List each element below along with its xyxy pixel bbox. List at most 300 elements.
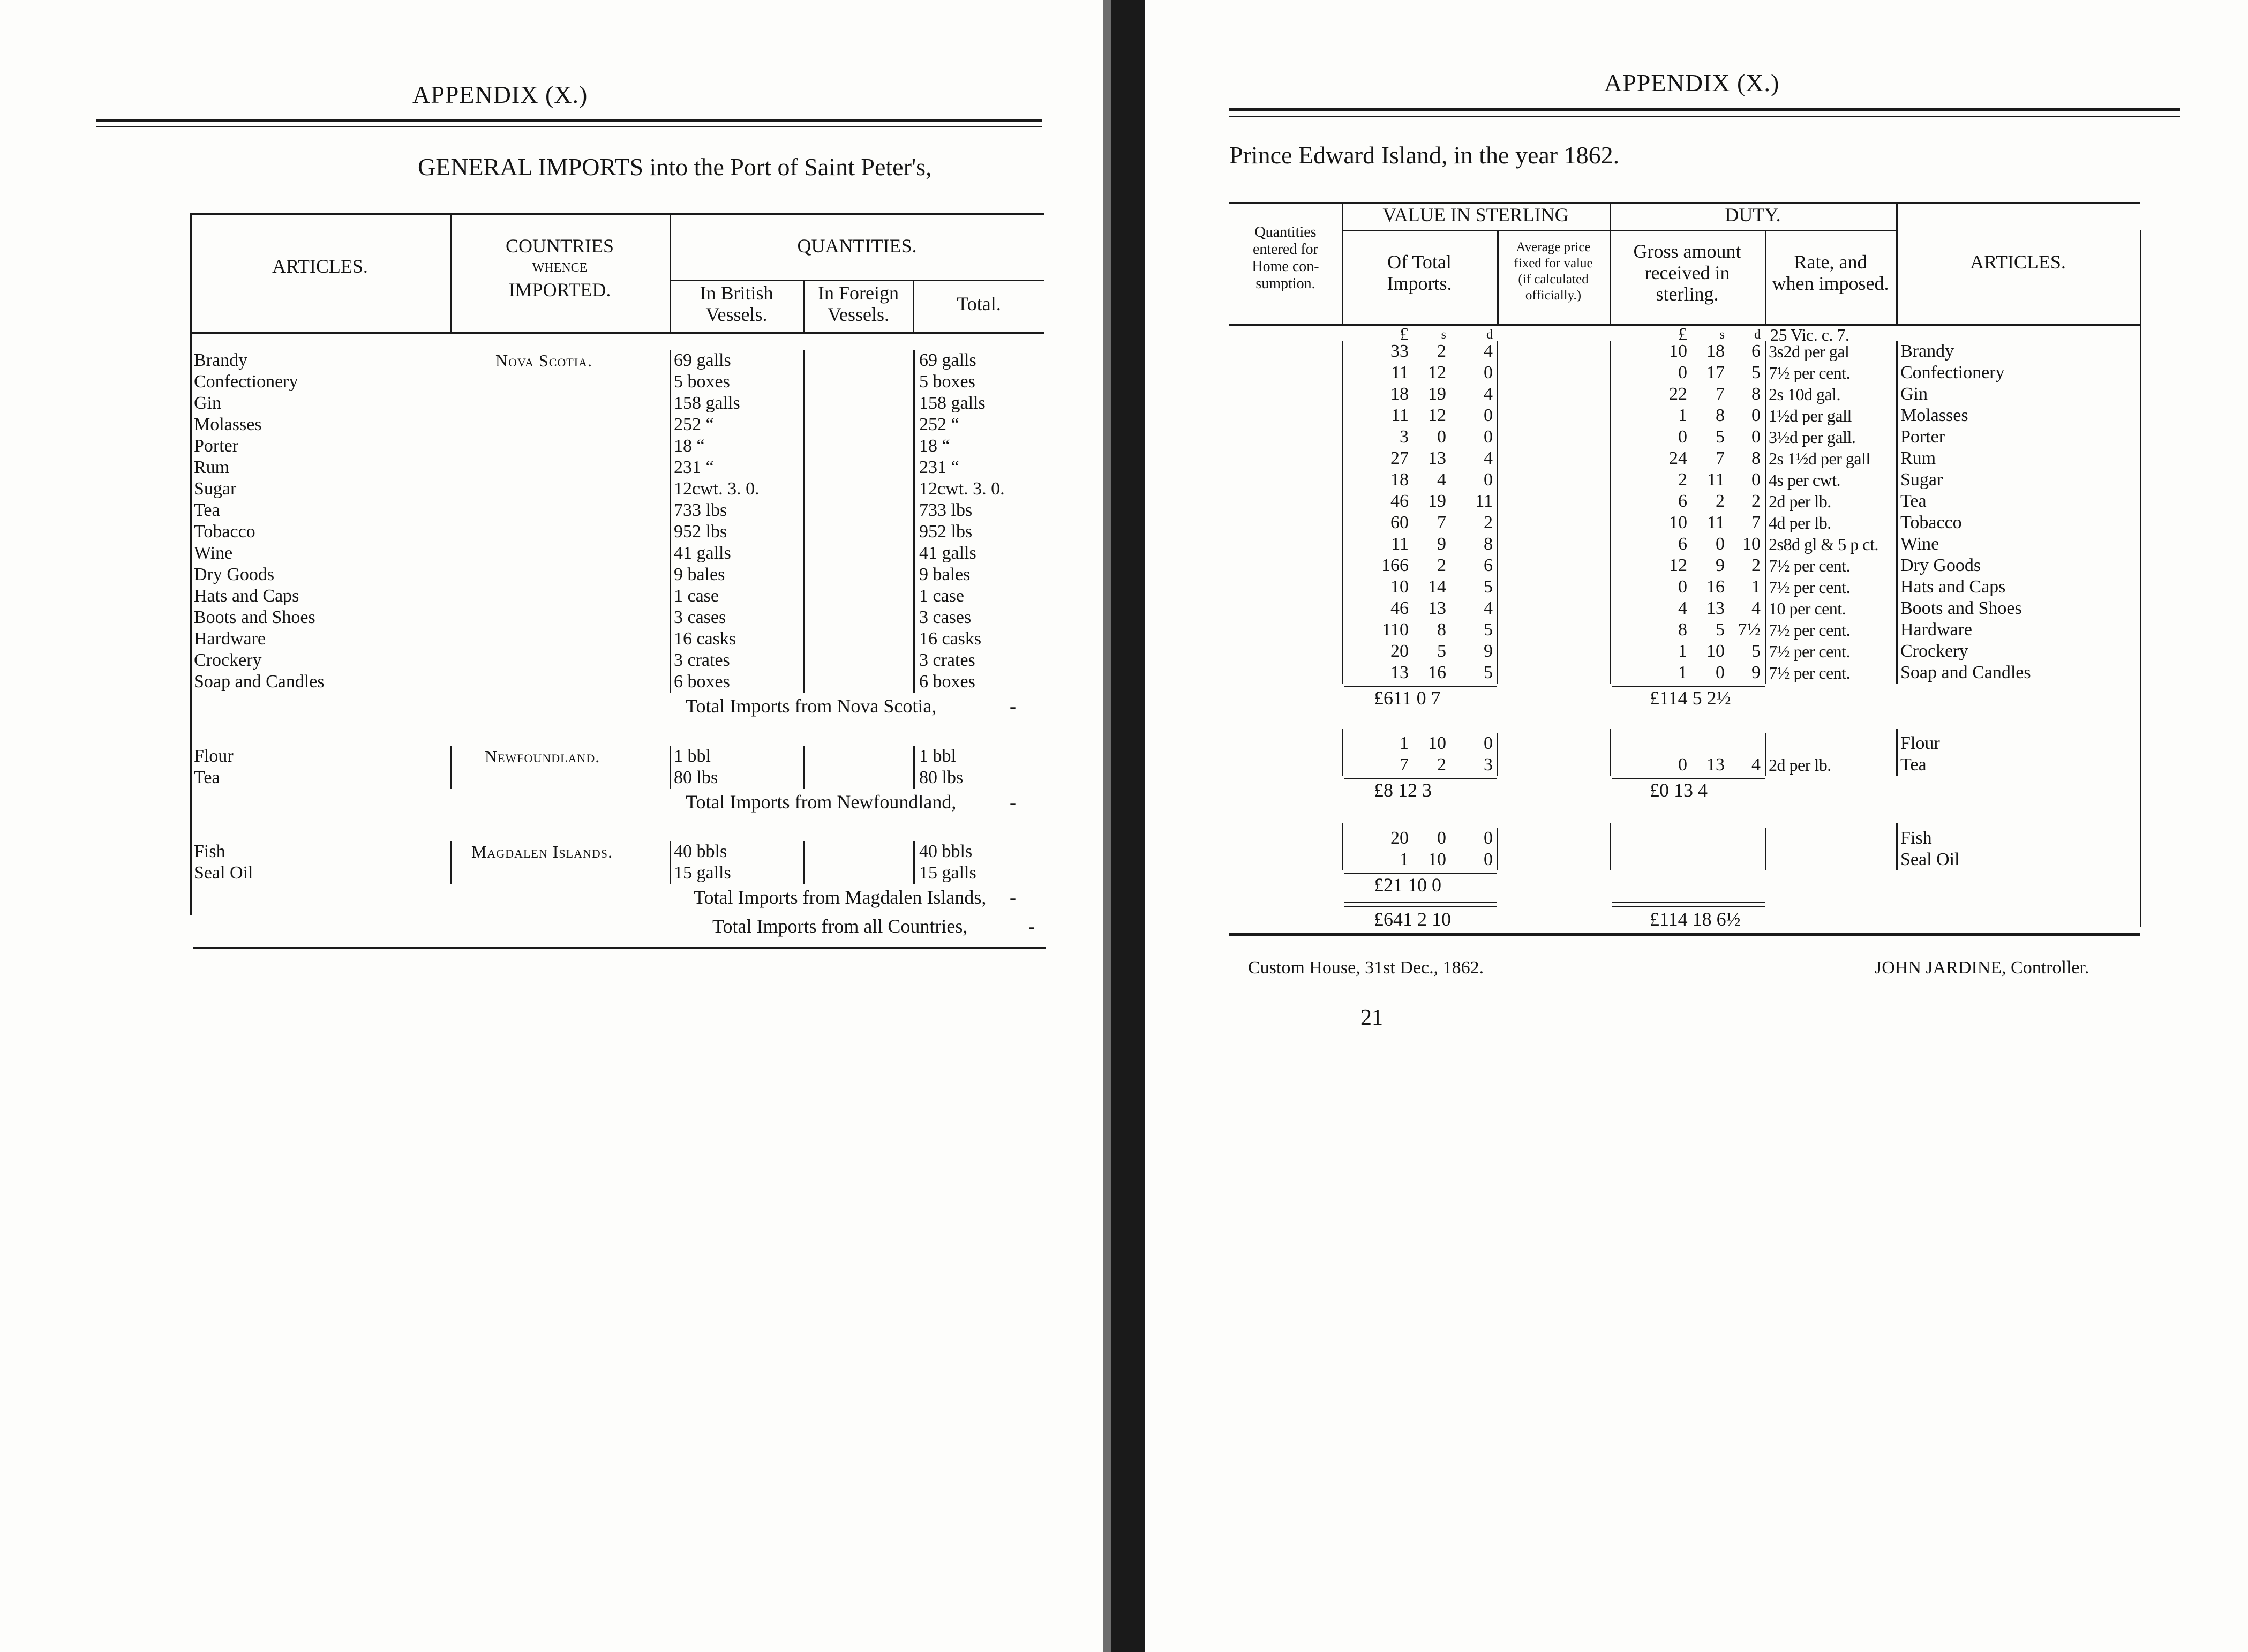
gross-pence: 4 (1751, 598, 1761, 618)
value-shillings: 2 (1437, 341, 1446, 361)
total-qty: 158 galls (919, 393, 986, 413)
article-name: Fish (194, 842, 225, 861)
gross-shillings: 7 (1716, 448, 1725, 468)
gross-subtotal: £114 5 2½ (1650, 687, 1731, 709)
gross-pence (1727, 849, 1761, 870)
value-pounds: 7 (1400, 755, 1409, 775)
group-total-label: Total Imports from Newfoundland, (686, 791, 957, 813)
articles-left-rule (1896, 729, 1898, 776)
right-running-head: APPENDIX (X.) (1604, 69, 1780, 96)
value-pence: 11 (1475, 491, 1493, 511)
duty-rate: 2d per lb. (1769, 492, 1831, 511)
left-header-foreign-1: In Foreign (818, 282, 899, 304)
article-name: Rum (194, 457, 230, 477)
left-header-countries-3: IMPORTED. (508, 279, 611, 301)
value-pence: 5 (1484, 663, 1493, 682)
right-header-gross-3: sterling. (1656, 283, 1719, 305)
gross-pounds: 0 (1678, 755, 1687, 775)
gross-pence: 0 (1751, 406, 1761, 425)
british-qty: 15 galls (674, 863, 731, 883)
gross-shillings: 18 (1706, 341, 1725, 361)
total-qty: 3 crates (919, 650, 975, 670)
left-table-bottom-rule (193, 947, 1046, 949)
gross-left-rule (1610, 341, 1611, 684)
gross-pence-symbol: d (1754, 328, 1761, 342)
gross-pence (1727, 828, 1761, 849)
gross-grand-total: £114 18 6½ (1650, 908, 1741, 930)
right-header-avg-1: Average price (1516, 240, 1591, 254)
gross-shillings: 0 (1716, 534, 1725, 554)
gross-pounds (1650, 733, 1687, 754)
duty-rate: 7½ per cent. (1769, 642, 1851, 661)
gross-pence: 0 (1751, 470, 1761, 490)
british-qty: 41 galls (674, 543, 731, 563)
value-pounds: 60 (1390, 513, 1409, 532)
left-running-head: APPENDIX (X.) (412, 81, 588, 108)
duty-rate: 3s2d per gal (1769, 342, 1849, 361)
total-qty: 40 bbls (919, 842, 973, 861)
country-rule (450, 841, 452, 884)
gross-pounds: 4 (1678, 598, 1687, 618)
total-rule (913, 350, 915, 693)
left-header-quantities: QUANTITIES. (797, 235, 917, 257)
right-header-gross-1: Gross amount (1633, 241, 1741, 262)
value-shillings: 0 (1437, 427, 1446, 447)
articles-left-rule (1896, 823, 1898, 870)
british-qty: 231 “ (674, 457, 714, 477)
total-qty: 733 lbs (919, 500, 973, 520)
value-pounds: 18 (1390, 470, 1409, 490)
value-pence: 4 (1484, 448, 1493, 468)
right-table-right-rule (2140, 230, 2141, 927)
value-pence: 0 (1484, 733, 1493, 753)
right-header-quantities-4: sumption. (1255, 275, 1315, 292)
gross-right-rule (1765, 733, 1766, 776)
foreign-rule-left (803, 746, 805, 789)
value-shillings: 4 (1437, 470, 1446, 490)
gross-pounds: 8 (1678, 620, 1687, 640)
gross-pounds: 6 (1678, 491, 1687, 511)
duty-rate: 7½ per cent. (1769, 663, 1851, 682)
right-header-duty: DUTY. (1725, 204, 1781, 226)
article-name: Dry Goods (1900, 555, 1981, 575)
article-name: Molasses (1900, 406, 1968, 425)
gross-pound-symbol: £ (1678, 325, 1687, 344)
value-shillings: 9 (1437, 534, 1446, 554)
right-header-quantities-3: Home con- (1252, 258, 1319, 275)
value-pence: 4 (1484, 341, 1493, 361)
article-name: Confectionery (1900, 363, 2005, 382)
british-qty: 158 galls (674, 393, 740, 413)
value-pounds: 11 (1391, 363, 1409, 382)
left-header-articles: ARTICLES. (272, 256, 368, 277)
duty-rate: 3½d per gall. (1769, 427, 1856, 447)
british-qty: 5 boxes (674, 372, 730, 392)
value-shillings: 2 (1437, 555, 1446, 575)
gross-pence: 8 (1751, 384, 1761, 404)
value-pounds: 33 (1390, 341, 1409, 361)
article-name: Tobacco (1900, 513, 1962, 532)
article-name: Tea (1900, 755, 1927, 775)
value-pounds: 11 (1391, 406, 1409, 425)
right-table-bottom-rule (1229, 933, 2140, 936)
gross-right-rule (1765, 828, 1766, 870)
value-pence: 0 (1484, 470, 1493, 490)
total-qty: 80 lbs (919, 768, 964, 787)
country-name: Newfoundland. (485, 747, 600, 766)
right-header-avg-2: fixed for value (1514, 256, 1593, 271)
british-rule (670, 350, 671, 693)
gross-pounds: 0 (1678, 427, 1687, 447)
duty-rate: 7½ per cent. (1769, 620, 1851, 640)
gross-shillings: 17 (1706, 363, 1725, 382)
articles-left-rule (1896, 341, 1898, 684)
value-shillings: 12 (1428, 363, 1446, 382)
value-shillings: 19 (1428, 384, 1446, 404)
article-name: Porter (1900, 427, 1945, 447)
british-qty: 18 “ (674, 436, 705, 456)
gross-pounds: 0 (1678, 363, 1687, 382)
right-header-rate-2: when imposed. (1772, 273, 1889, 294)
article-name: Dry Goods (194, 565, 275, 584)
total-qty: 18 “ (919, 436, 950, 456)
total-qty: 41 galls (919, 543, 976, 563)
grand-total-label: Total Imports from all Countries, (712, 915, 968, 937)
gross-shillings: 5 (1716, 620, 1725, 640)
value-pounds: 3 (1400, 427, 1409, 447)
gross-pence: 1 (1751, 577, 1761, 597)
value-pounds: 11 (1391, 534, 1409, 554)
article-name: Fish (1900, 828, 1932, 848)
duty-rate: 2s8d gl & 5 p ct. (1769, 535, 1878, 554)
value-shillings: 14 (1428, 577, 1446, 597)
group-total-label: Total Imports from Magdalen Islands, (694, 887, 987, 908)
article-name: Gin (1900, 384, 1928, 404)
value-pound-symbol: £ (1400, 325, 1409, 344)
left-head-rule (96, 119, 1042, 122)
gross-subtotal: £0 13 4 (1650, 779, 1708, 801)
duty-rate: 2s 1½d per gall (1769, 449, 1870, 468)
gross-pounds: 10 (1669, 513, 1687, 532)
british-qty: 3 crates (674, 650, 730, 670)
article-name: Confectionery (194, 372, 298, 392)
article-name: Crockery (1900, 641, 1968, 661)
right-header-value: VALUE IN STERLING (1382, 204, 1569, 226)
gross-pence: 6 (1751, 341, 1761, 361)
left-title: GENERAL IMPORTS into the Port of Saint Peter's, (418, 153, 932, 181)
british-qty: 80 lbs (674, 768, 718, 787)
british-qty: 252 “ (674, 415, 714, 434)
article-name: Porter (194, 436, 239, 456)
value-left-rule (1342, 823, 1343, 870)
british-qty: 1 case (674, 586, 719, 606)
value-pounds: 18 (1390, 384, 1409, 404)
article-name: Flour (194, 746, 234, 766)
british-qty: 733 lbs (674, 500, 727, 520)
gross-shillings: 16 (1706, 577, 1725, 597)
gross-shillings: 13 (1706, 598, 1725, 618)
value-shillings: 8 (1437, 620, 1446, 640)
left-header-total: Total. (957, 293, 1001, 314)
value-subtotal: £611 0 7 (1374, 687, 1441, 709)
value-pounds: 110 (1382, 620, 1409, 640)
right-header-articles: ARTICLES. (1970, 251, 2066, 273)
right-table-top-rule (1229, 202, 2140, 204)
value-pence: 8 (1484, 534, 1493, 554)
total-qty: 3 cases (919, 607, 972, 627)
dash: - (1010, 791, 1016, 813)
left-table-top-rule (190, 213, 1044, 215)
value-left-rule (1342, 729, 1343, 776)
left-header-bottom-rule (190, 332, 1044, 334)
gross-pounds: 10 (1669, 341, 1687, 361)
gross-pounds: 24 (1669, 448, 1687, 468)
value-shillings: 10 (1428, 850, 1446, 869)
right-head-rule (1229, 108, 2180, 111)
value-grand-rule-2 (1344, 906, 1497, 907)
left-quantities-rule (670, 280, 1044, 281)
value-pounds: 20 (1390, 641, 1409, 661)
value-pence: 4 (1484, 598, 1493, 618)
gross-shillings: 2 (1716, 491, 1725, 511)
value-pounds: 10 (1390, 577, 1409, 597)
value-pence: 0 (1484, 850, 1493, 869)
article-name: Brandy (194, 350, 248, 370)
gross-grand-rule-2 (1612, 906, 1765, 907)
british-qty: 9 bales (674, 565, 725, 584)
right-header-avg-3: (if calculated (1518, 272, 1589, 287)
gross-pounds: 0 (1678, 577, 1687, 597)
dash: - (1028, 915, 1035, 937)
gross-shillings: 10 (1706, 641, 1725, 661)
total-rule (913, 841, 915, 884)
total-rule (913, 746, 915, 789)
right-header-of-total-2: Imports. (1387, 273, 1452, 294)
page-number: 21 (1360, 1005, 1383, 1030)
value-grand-rule-1 (1344, 902, 1497, 903)
total-qty: 16 casks (919, 629, 982, 649)
article-name: Hardware (194, 629, 266, 649)
article-name: Wine (1900, 534, 1939, 554)
value-shillings: 10 (1428, 733, 1446, 753)
right-header-quantities-2: entered for (1252, 241, 1319, 258)
value-pounds: 46 (1390, 491, 1409, 511)
british-qty: 3 cases (674, 607, 726, 627)
total-qty: 5 boxes (919, 372, 975, 392)
value-pence: 5 (1484, 577, 1493, 597)
british-rule (670, 841, 671, 884)
duty-rate: 1½d per gall (1769, 406, 1852, 425)
value-subtotal: £8 12 3 (1374, 779, 1432, 801)
article-name: Sugar (1900, 470, 1943, 490)
gross-shillings: 5 (1716, 427, 1725, 447)
total-qty: 15 galls (919, 863, 976, 883)
group-total-label: Total Imports from Nova Scotia, (686, 695, 937, 717)
value-pence: 2 (1484, 513, 1493, 532)
gross-shillings: 7 (1716, 384, 1725, 404)
british-qty: 69 galls (674, 350, 731, 370)
duty-rate: 10 per cent. (1769, 599, 1846, 618)
value-shillings: 12 (1428, 406, 1446, 425)
british-rule (670, 746, 671, 789)
left-header-countries-2: WHENCE (532, 261, 588, 275)
duty-rate: 4s per cwt. (1769, 470, 1841, 490)
total-qty: 1 bbl (919, 746, 956, 766)
article-name: Molasses (194, 415, 262, 434)
article-name: Soap and Candles (194, 672, 325, 692)
gross-pence: 5 (1751, 363, 1761, 382)
left-header-british-1: In British (700, 282, 773, 304)
value-pounds: 166 (1381, 555, 1409, 575)
value-pence-symbol: d (1486, 328, 1493, 342)
value-pounds: 27 (1390, 448, 1409, 468)
gross-pounds: 2 (1678, 470, 1687, 490)
article-name: Hats and Caps (194, 586, 299, 606)
value-shillings: 13 (1428, 448, 1446, 468)
gross-shilling-symbol: s (1719, 328, 1725, 342)
value-pence: 9 (1484, 641, 1493, 661)
article-name: Hardware (1900, 620, 1973, 640)
dash: - (1010, 695, 1016, 717)
british-qty: 12cwt. 3. 0. (674, 479, 760, 499)
total-qty: 1 case (919, 586, 965, 606)
gross-shillings: 0 (1716, 663, 1725, 682)
gross-shillings (1693, 849, 1725, 870)
left-header-countries-1: COUNTRIES (505, 235, 614, 257)
value-right-rule (1497, 733, 1498, 776)
left-head-rule-thin (96, 126, 1042, 127)
value-shillings: 13 (1428, 598, 1446, 618)
total-qty: 6 boxes (919, 672, 975, 692)
right-group-rule (1342, 230, 1896, 231)
right-header-quantities-1: Quantities (1254, 224, 1317, 241)
country-name: Magdalen Islands. (471, 842, 613, 861)
right-header-gross-2: received in (1644, 262, 1730, 283)
article-name: Tea (194, 768, 220, 787)
article-name: Gin (194, 393, 221, 413)
value-pounds: 1 (1400, 850, 1409, 869)
right-title: Prince Edward Island, in the year 1862. (1229, 141, 1620, 169)
right-head-rule-thin (1229, 116, 2180, 117)
article-name: Hats and Caps (1900, 577, 2006, 597)
article-name: Boots and Shoes (194, 607, 315, 627)
article-name: Seal Oil (1900, 850, 1960, 869)
gross-pounds: 6 (1678, 534, 1687, 554)
left-header-foreign-2: Vessels. (828, 304, 889, 325)
duty-rate: 4d per lb. (1769, 513, 1831, 532)
gross-pence: 5 (1751, 641, 1761, 661)
value-right-rule (1497, 341, 1498, 684)
gross-pence: 7 (1751, 513, 1761, 532)
article-name: Crockery (194, 650, 262, 670)
article-name: Tobacco (194, 522, 255, 542)
value-pounds: 20 (1390, 828, 1409, 848)
value-pence: 6 (1484, 555, 1493, 575)
dash: - (1010, 887, 1016, 908)
value-right-rule (1497, 828, 1498, 870)
foreign-rule-left (803, 350, 805, 693)
gross-pence (1727, 733, 1761, 754)
book-gutter-edge (1103, 0, 1111, 1652)
gross-shillings (1693, 733, 1725, 754)
gross-shillings (1693, 828, 1725, 849)
british-qty: 1 bbl (674, 746, 711, 766)
duty-rate: 7½ per cent. (1769, 556, 1851, 575)
left-header-british-2: Vessels. (705, 304, 768, 325)
duty-rate: 7½ per cent. (1769, 577, 1851, 597)
gross-pence: 7½ (1738, 620, 1761, 640)
value-pence: 0 (1484, 363, 1493, 382)
british-qty: 40 bbls (674, 842, 727, 861)
gross-pounds (1650, 828, 1687, 849)
gross-left-rule (1610, 823, 1611, 870)
value-pence: 3 (1484, 755, 1493, 775)
gross-right-rule (1765, 341, 1766, 684)
footer-custom-house: Custom House, 31st Dec., 1862. (1248, 958, 1484, 978)
book-gutter (1111, 0, 1145, 1652)
value-shillings: 5 (1437, 641, 1446, 661)
gross-pence: 2 (1751, 555, 1761, 575)
article-name: Tea (1900, 491, 1927, 511)
value-pence: 5 (1484, 620, 1493, 640)
total-qty: 12cwt. 3. 0. (919, 479, 1005, 499)
total-qty: 952 lbs (919, 522, 973, 542)
gross-shillings: 11 (1707, 470, 1725, 490)
gross-pounds: 1 (1678, 641, 1687, 661)
value-pounds: 13 (1390, 663, 1409, 682)
duty-rate: 2s 10d gal. (1769, 385, 1841, 404)
gross-left-rule (1610, 729, 1611, 776)
article-name: Boots and Shoes (1900, 598, 2022, 618)
total-qty: 69 galls (919, 350, 976, 370)
gross-pounds: 22 (1669, 384, 1687, 404)
article-name: Flour (1900, 733, 1940, 753)
gross-pounds (1650, 849, 1687, 870)
gross-shillings: 8 (1716, 406, 1725, 425)
value-shilling-symbol: s (1441, 328, 1446, 342)
gross-pence: 2 (1751, 491, 1761, 511)
british-qty: 6 boxes (674, 672, 730, 692)
total-qty: 252 “ (919, 415, 959, 434)
article-name: Brandy (1900, 341, 1954, 361)
country-rule (450, 746, 452, 789)
gross-pence: 9 (1751, 663, 1761, 682)
gross-shillings: 13 (1706, 755, 1725, 775)
article-name: Seal Oil (194, 863, 253, 883)
gross-pounds: 1 (1678, 406, 1687, 425)
total-qty: 231 “ (919, 457, 959, 477)
value-pounds: 46 (1390, 598, 1409, 618)
gross-pence: 8 (1751, 448, 1761, 468)
british-qty: 16 casks (674, 629, 736, 649)
value-pounds: 1 (1400, 733, 1409, 753)
british-qty: 952 lbs (674, 522, 727, 542)
value-shillings: 19 (1428, 491, 1446, 511)
gross-shillings: 9 (1716, 555, 1725, 575)
act-reference: 25 Vic. c. 7. (1770, 325, 1849, 344)
gross-grand-rule-1 (1612, 902, 1765, 903)
gross-shillings: 11 (1707, 513, 1725, 532)
article-name: Sugar (194, 479, 237, 499)
duty-rate: 7½ per cent. (1769, 363, 1851, 382)
article-name: Rum (1900, 448, 1936, 468)
total-qty: 9 bales (919, 565, 971, 584)
right-header-rate-1: Rate, and (1794, 251, 1867, 273)
value-shillings: 2 (1437, 755, 1446, 775)
footer-controller: JOHN JARDINE, Controller. (1875, 958, 2089, 978)
value-pence: 4 (1484, 384, 1493, 404)
gross-pounds: 12 (1669, 555, 1687, 575)
